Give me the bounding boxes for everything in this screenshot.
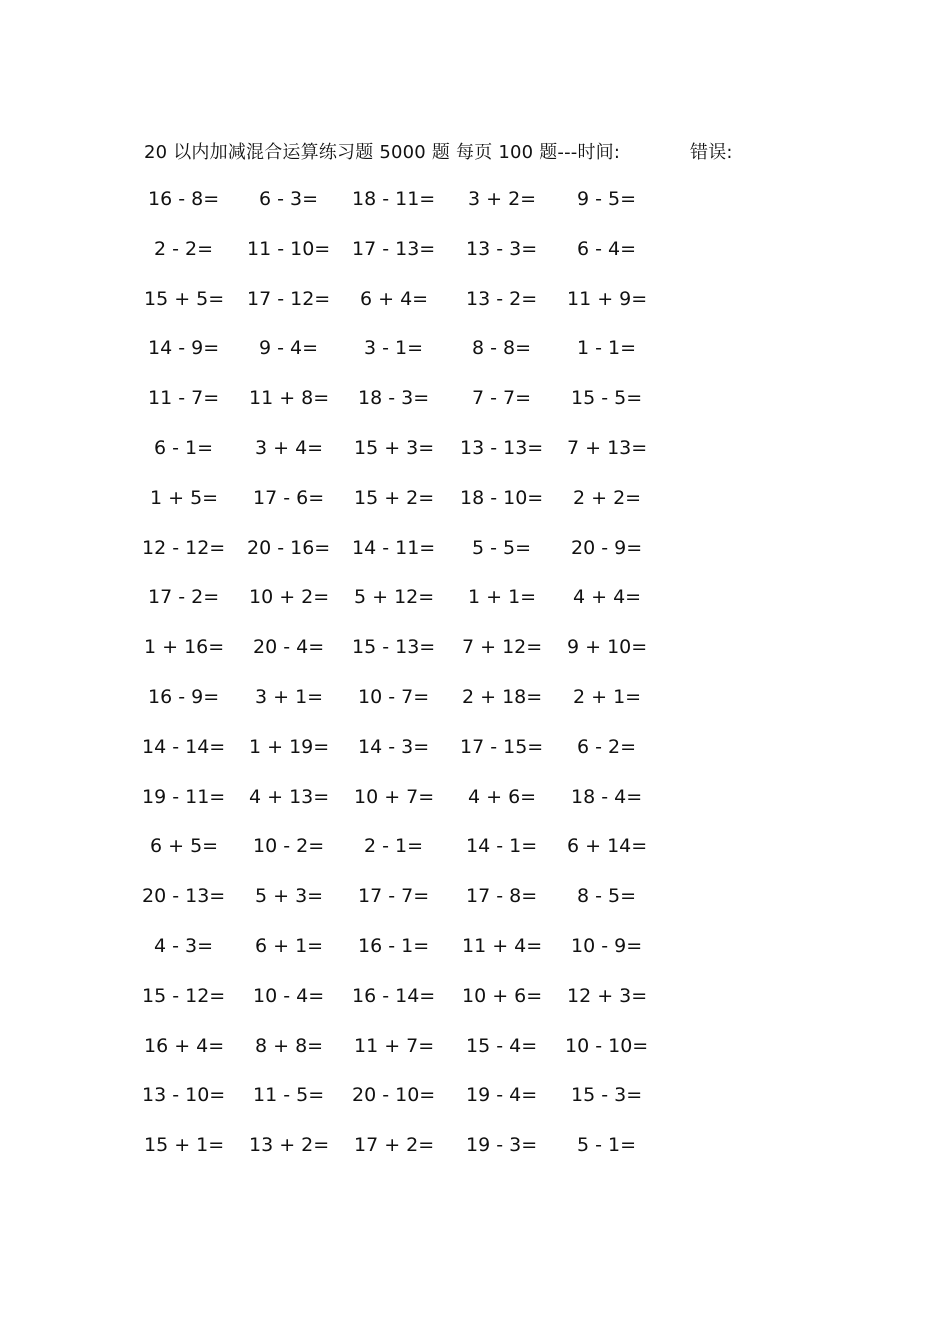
problem-item: 12 - 12= [142,536,226,559]
problem-item: 18 - 4= [571,785,643,808]
problem-item: 11 + 7= [354,1034,435,1057]
problem-item: 11 + 9= [567,287,648,310]
problem-item: 2 + 2= [573,486,642,509]
problem-item: 13 - 2= [466,287,538,310]
problem-item: 11 - 7= [148,387,220,410]
problem-item: 6 - 4= [577,237,637,260]
problem-item: 20 - 10= [352,1084,436,1107]
problem-item: 13 - 10= [142,1084,226,1107]
problem-item: 7 - 7= [472,387,532,410]
problem-item: 20 - 13= [142,885,226,908]
problem-item: 9 - 4= [259,337,319,360]
problem-item: 1 - 1= [577,337,637,360]
problem-item: 3 + 4= [255,437,324,459]
problem-item: 18 - 10= [460,486,544,509]
problem-item: 1 + 19= [249,735,330,758]
problem-item: 20 - 4= [253,636,325,659]
problem-item: 1 + 16= [144,636,225,659]
problem-item: 6 + 4= [360,287,429,310]
problem-item: 17 - 15= [460,735,544,758]
problem-item: 15 + 3= [354,437,435,459]
problem-item: 18 - 11= [352,188,436,210]
problem-item: 17 - 8= [466,885,538,908]
problem-item: 19 - 4= [466,1084,538,1107]
problem-item: 1 + 1= [468,586,537,609]
problem-item: 7 + 12= [462,636,543,659]
error-label: 错误: [690,142,733,163]
problem-item: 3 + 1= [255,686,324,708]
problem-item: 16 - 14= [352,984,436,1007]
problem-item: 4 + 6= [468,785,537,808]
problem-item: 6 + 5= [150,835,219,858]
problem-item: 3 - 1= [364,337,424,360]
problem-item: 10 - 4= [253,984,325,1007]
problem-item: 17 - 7= [358,885,430,908]
problem-item: 11 + 8= [249,387,330,410]
problem-item: 5 - 5= [472,536,532,559]
problem-item: 9 - 5= [577,188,637,210]
problem-item: 19 - 3= [466,1134,538,1157]
problem-item: 2 + 1= [573,686,642,708]
problem-item: 17 - 13= [352,237,436,260]
problem-item: 20 - 16= [247,536,331,559]
problem-item: 10 + 7= [354,785,435,808]
problem-item: 17 + 2= [354,1134,435,1157]
problem-item: 3 + 2= [468,188,537,210]
problem-item: 4 + 13= [249,785,330,808]
problem-item: 18 - 3= [358,387,430,410]
worksheet-title: 20 以内加减混合运算练习题 5000 题 每页 100 题---时间: [144,142,621,163]
problem-item: 16 - 8= [148,188,220,210]
problem-item: 10 + 6= [462,984,543,1007]
problem-item: 5 + 12= [354,586,435,609]
problem-item: 17 - 2= [148,586,220,609]
worksheet-header [144,138,733,164]
problem-item: 1 + 5= [150,486,219,509]
problem-item: 15 - 13= [352,636,436,659]
problem-item: 6 - 2= [577,735,637,758]
problem-item: 16 + 4= [144,1034,225,1057]
problem-item: 15 - 12= [142,984,226,1007]
problem-item: 2 + 18= [462,686,543,708]
problem-item: 15 - 5= [571,387,643,410]
problem-item: 10 - 7= [358,686,430,708]
problem-item: 14 - 11= [352,536,436,559]
problem-item: 17 - 12= [247,287,331,310]
problem-item: 14 - 9= [148,337,220,360]
problem-item: 12 + 3= [567,984,648,1007]
problem-item: 4 - 3= [154,935,214,957]
problem-item: 6 - 1= [154,437,214,459]
problem-item: 10 - 10= [565,1034,649,1057]
problem-item: 20 - 9= [571,536,643,559]
problem-item: 6 + 14= [567,835,648,858]
problem-item: 2 - 1= [364,835,424,858]
problem-item: 11 + 4= [462,935,543,957]
problem-item: 19 - 11= [142,785,226,808]
problem-item: 9 + 10= [567,636,648,659]
problem-item: 8 - 5= [577,885,637,908]
problem-item: 7 + 13= [567,437,648,459]
problem-item: 13 - 3= [466,237,538,260]
problem-item: 11 - 10= [247,237,331,260]
problem-item: 5 + 3= [255,885,324,908]
problem-item: 8 - 8= [472,337,532,360]
problem-item: 4 + 4= [573,586,642,609]
problem-item: 5 - 1= [577,1134,637,1157]
problem-item: 10 - 2= [253,835,325,858]
problem-item: 10 + 2= [249,586,330,609]
problem-item: 16 - 9= [148,686,220,708]
problem-item: 15 + 5= [144,287,225,310]
problem-item: 17 - 6= [253,486,325,509]
problem-item: 13 - 13= [460,437,544,459]
problem-item: 11 - 5= [253,1084,325,1107]
problem-item: 15 + 1= [144,1134,225,1157]
problem-item: 10 - 9= [571,935,643,957]
problem-item: 13 + 2= [249,1134,330,1157]
problem-item: 6 + 1= [255,935,324,957]
problem-item: 14 - 1= [466,835,538,858]
problem-item: 14 - 3= [358,735,430,758]
problem-item: 15 - 4= [466,1034,538,1057]
problem-item: 16 - 1= [358,935,430,957]
problem-item: 8 + 8= [255,1034,324,1057]
problem-item: 14 - 14= [142,735,226,758]
problem-item: 2 - 2= [154,237,214,260]
problem-item: 15 + 2= [354,486,435,509]
problem-item: 15 - 3= [571,1084,643,1107]
problem-item: 6 - 3= [259,188,319,210]
